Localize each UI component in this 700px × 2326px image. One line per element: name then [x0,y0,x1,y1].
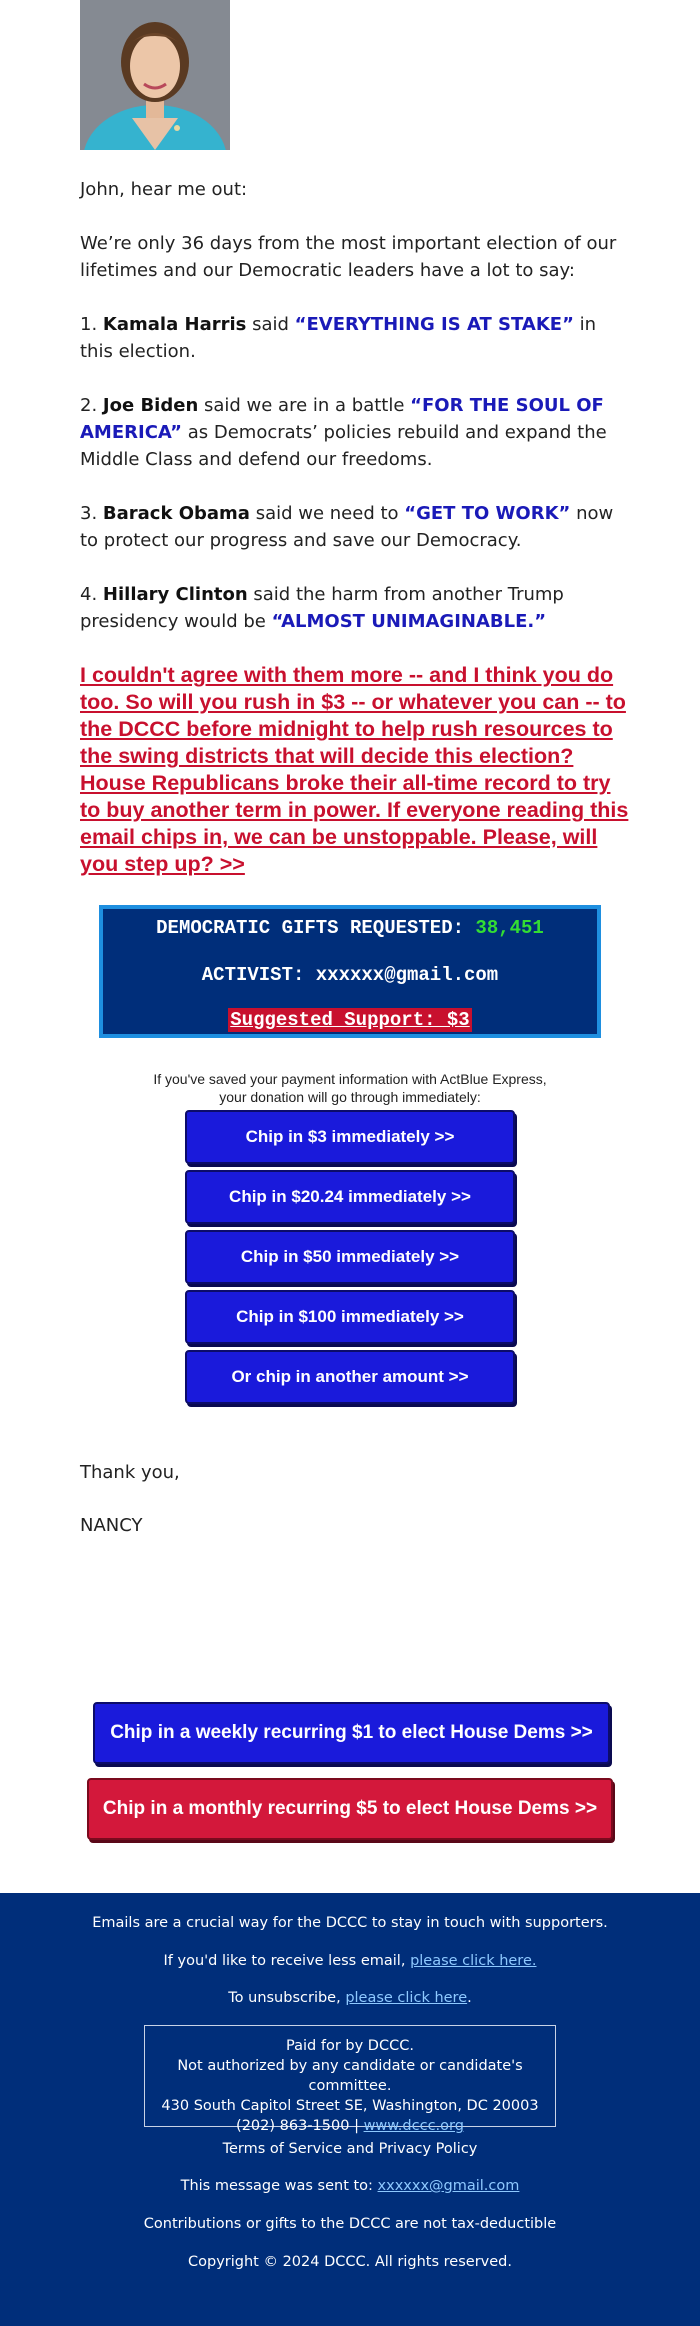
gifts-requested: DEMOCRATIC GIFTS REQUESTED: 38,451 [156,917,544,939]
speaker-name: Kamala Harris [102,314,247,335]
quote-text: “FOR THE SOUL OF AMERICA” [80,395,604,443]
quote-item-1: 1. Kamala Harris said “EVERYTHING IS AT STAKE” in this election. [80,314,597,362]
actblue-note: If you've saved your payment information with ActBlue Express, your donation will go through immediately: [153,1071,547,1105]
footer-copyright: Copyright © 2024 DCCC. All rights reserved. [188,2254,512,2270]
chip-in-100-button[interactable]: Chip in $100 immediately >> [185,1290,515,1344]
donate-cta-link[interactable]: I couldn't agree with them more -- and I think you do too. So will you rush in $3 -- or whatever you can -- to the DCCC before midnight to help rush resources to the swing districts that will decide this election? House Republicans broke their all-time record to try to buy another term in power. If everyone reading this email chips in, we can be unstoppable. Please, will you step up? >> [80,663,629,876]
speaker-name: Joe Biden [102,395,199,416]
activist-email: ACTIVIST: xxxxxx@gmail.com [201,964,499,986]
suggested-support-link[interactable]: Suggested Support: $3 [230,1009,470,1031]
recipient-email-link[interactable]: xxxxxx@gmail.com [377,2178,520,2194]
quote-text: “GET TO WORK” [404,503,571,524]
chip-in-20-24-button[interactable]: Chip in $20.24 immediately >> [185,1170,515,1224]
thanks-text: Thank you, [80,1462,180,1483]
portrait-photo [80,0,230,150]
footer-sent-to: This message was sent to: xxxxxx@gmail.com [180,2178,520,2194]
chip-in-other-button[interactable]: Or chip in another amount >> [185,1350,515,1404]
footer-less-email: If you'd like to receive less email, please click here. [163,1953,537,1969]
chip-in-50-button[interactable]: Chip in $50 immediately >> [185,1230,515,1284]
quote-text: “ALMOST UNIMAGINABLE.” [271,611,547,632]
quote-item-3: 3. Barack Obama said we need to “GET TO WORK” now to protect our progress and save our Democracy. [80,503,614,551]
terms-privacy-link[interactable]: Terms of Service and Privacy Policy [222,2141,478,2157]
speaker-name: Barack Obama [102,503,250,524]
footer [0,1893,700,2326]
footer-emails-text: Emails are a crucial way for the DCCC to stay in touch with supporters. [92,1915,608,1931]
chip-in-3-button[interactable]: Chip in $3 immediately >> [185,1110,515,1164]
quote-item-2: 2. Joe Biden said we are in a battle “FOR THE SOUL OF AMERICA” as Democrats’ policies rebuild and expand the Middle Class and defend our freedoms. [80,395,607,470]
intro-paragraph: We’re only 36 days from the most important election of our lifetimes and our Democratic leaders have a lot to say: [80,233,617,281]
quote-item-4: 4. Hillary Clinton said the harm from another Trump presidency would be “ALMOST UNIMAGINABLE.” [80,584,564,632]
quote-text: “EVERYTHING IS AT STAKE” [294,314,574,335]
gift-count: 38,451 [475,917,544,939]
dccc-site-link[interactable]: www.dccc.org [363,2118,464,2134]
less-email-link[interactable]: please click here. [410,1953,537,1969]
paid-for-box: Paid for by DCCC. Not authorized by any candidate or candidate's committee. 430 South Capitol Street SE, Washington, DC 20003 (202) 863-1500 | www.dccc.org [144,2025,556,2127]
footer-tax-note: Contributions or gifts to the DCCC are not tax-deductible [143,2216,557,2232]
monthly-recurring-button[interactable]: Chip in a monthly recurring $5 to elect House Dems >> [87,1778,613,1840]
greeting: John, hear me out: [80,179,248,200]
weekly-recurring-button[interactable]: Chip in a weekly recurring $1 to elect House Dems >> [93,1702,610,1764]
gift-counter-box[interactable] [99,905,601,1038]
unsubscribe-link[interactable]: please click here [345,1990,468,2006]
signature-name: NANCY [80,1515,143,1536]
speaker-name: Hillary Clinton [102,584,248,605]
footer-unsubscribe: To unsubscribe, please click here. [228,1990,472,2006]
